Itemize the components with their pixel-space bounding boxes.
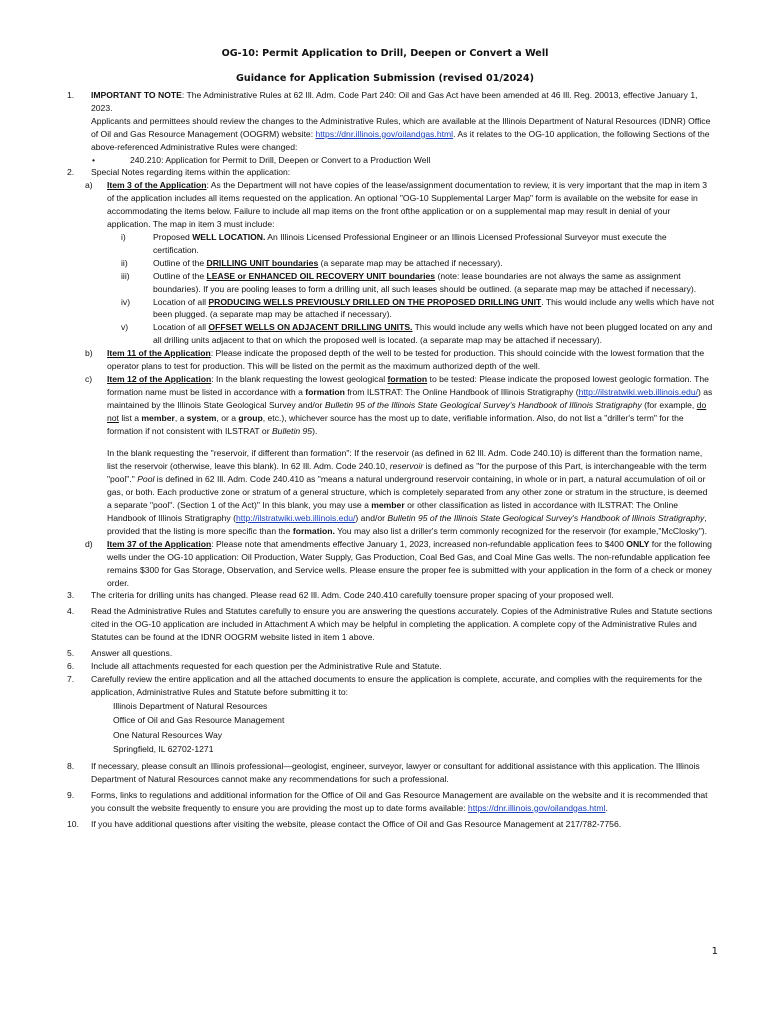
list-item-8: 8. If necessary, please consult an Illinois professional—geologist, engineer, surveyor, lawyer or consultant for additional assistance with this application. The Illinois Department of Natural Resources cannot make any recommendations for such a professional. bbox=[67, 761, 700, 784]
sub-item-c: c) Item 12 of the Application: In the blank requesting the lowest geological formation to be tested: Please indicate the proposed lowest geologic formation. The formation name must be listed in accordance with a formation from ILSTRAT: The Online Handbook of Illinois Stratigraphy (http://ilstratwiki.web.illinois.edu/) as maintained by the Illinois State Geological Survey and/or Bulletin 95 of the Illinois State Geological Survey's Handbook of Illinois Stratigraphy (for example, do not list a member, a system, or a group, etc.), whichever source has the most up to date, verifiable information. Also, do not list a "driller's term" for the formation if not consistent with ILSTRAT or Bulletin 95). bbox=[85, 373, 713, 436]
list-item-1: 1. IMPORTANT TO NOTE: The Administrative Rules at 62 Ill. Adm. Code Part 240: Oil and Gas Act have been amended at 46 Ill. Reg. 20013, effective January 1, 2023. Applicants and permittees should review the changes to the Administrative Rules, which are available at the Illinois Department of Natural Resources (IDNR) Office of Oil and Gas Resource Management (OOGRM) website: https://dnr.illinois.gov/oilandgas.html. As it relates to the OG-10 application, the following Sections of the above-referenced Administrative Rules were changed: bbox=[67, 90, 711, 152]
important-note-label: IMPORTANT TO NOTE bbox=[91, 90, 182, 100]
list-item-3: 3. The criteria for drilling units has changed. Please read 62 Ill. Adm. Code 240.410 carefully toensure proper spacing of your proposed well. bbox=[67, 590, 614, 601]
list-item-2: 2. Special Notes regarding items within the application: bbox=[67, 167, 291, 178]
list-item-6: 6. Include all attachments requested for each question per the Administrative Rule and Statute. bbox=[67, 660, 442, 671]
document-body bbox=[0, 89, 770, 831]
list-item-7: 7. Carefully review the entire application and all the attached documents to ensure the application is complete, accurate, and complies with the requirements for the application, Administrative Rules and Statute before submitting it to: bbox=[67, 673, 702, 697]
mailing-address: Illinois Department of Natural Resources Office of Oil and Gas Resource Management One Natural Resources Way Springfield, IL 62702-1271 bbox=[113, 700, 285, 755]
item-number: 1. bbox=[67, 90, 75, 100]
sub-item-d: d) Item 37 of the Application: Please note that amendments effective January 1, 2023, increased non-refundable application fees to $400 ONLY for the following wells under the OG-10 application: Oil Production, Water Supply, Gas Production, Coal Bed Gas, and Coal Mine Gas wells. The non-refundable application fee remains $300 for Gas Storage, Observation, and Service wells. Please ensure the proper fee is submitted with your application in the form of a check or money order. bbox=[85, 538, 712, 588]
list-item-4: 4. Read the Administrative Rules and Statutes carefully to ensure you are answering the questions accurately. Copies of the Administrative Rules and Statute sections cited in the OG-10 application are included in Attachment A which may be helpful in completing the application. A complete copy of the Administrative Rules and Statutes can be found at the IDNR OOGRM website listed in item 1 above. bbox=[67, 606, 713, 643]
sub-sub-item-ii: ii) Outline of the DRILLING UNIT boundaries (a separate map may be attached if necessary). bbox=[121, 257, 503, 268]
list-item-9: 9. Forms, links to regulations and additional information for the Office of Oil and Gas Resource Management are available on the website and it is recommended that you consult the website frequently to ensure you are providing the most up to date forms available: https://dnr.illinois.gov/oilandgas.html. bbox=[67, 789, 708, 813]
sub-sub-item-v: v) Location of all OFFSET WELLS ON ADJACENT DRILLING UNITS. This would include any wells which have not been plugged located on any and all drilling units adjacent to that on which the proposed well is located. (a separate map may be attached if necessary). bbox=[121, 322, 713, 346]
sub-sub-item-iii: iii) Outline of the LEASE or ENHANCED OIL RECOVERY UNIT boundaries (note: lease boundaries are not always the same as assignment boundaries). If you are pooling leases to form a drilling unit, all such leases should be outlined. (a separate map may be attached if necessary). bbox=[121, 270, 697, 294]
sub-item-b: b) Item 11 of the Application: Please indicate the proposed depth of the well to be tested for production. This should coincide with the lowest formation that the operator plans to test for production. This will be listed on the permit as the maximum authorized depth of the well. bbox=[85, 348, 705, 372]
bullet-mark: • bbox=[92, 154, 96, 165]
document-title: OG-10: Permit Application to Drill, Deepen or Convert a Well bbox=[221, 48, 549, 59]
list-item-5: 5. Answer all questions. bbox=[67, 648, 173, 659]
oilandgas-link-2[interactable]: https://dnr.illinois.gov/oilandgas.html bbox=[467, 802, 606, 813]
sub-item-a: a) Item 3 of the Application: As the Department will not have copies of the lease/assignment documentation to review, it is very important that the map in item 3 of the application includes all items requested on the application. An optional "OG-10 Supplemental Larger Map" form is available on the website for ease in accommodating the items below. Failure to include all map items on the front ofthe application or on a supplemental map may result in denial of your application. The map in item 3 must include: bbox=[85, 180, 708, 230]
reservoir-paragraph: In the blank requesting the "reservoir, if different than formation": If the reservoir (as defined in 62 Ill. Adm. Code 240.10) is different than the formation name, list the reservoir (otherwise, leave this blank). In 62 Ill. Adm. Code 240.10, reservoir is defined as "for the purpose of this Part, is interchangeable with the term "pool"." Pool is defined in 62 Ill. Adm. Code 240.410 as "means a natural underground reservoir containing, in whole or in part, a natural accumulation of oil or gas, or both. Each productive zone or stratum of a general structure, which is completely separated from any other zone or stratum in the structure, is deemed a separate "pool". (Section 1 of the Act)" In this blank, you may use a member or other classification as listed in accordance with ILSTRAT: The Online Handbook of Illinois Stratigraphy (http://ilstratwiki.web.illinois.edu/) and/or Bulletin 95 of the Illinois State Geological Survey's Handbook of Illinois Stratigraphy, provided that the listing is more specific than the formation. You may also list a driller's term commonly recognized for the reservoir (for example,"McClosky"). bbox=[107, 448, 708, 536]
document-subtitle: Guidance for Application Submission (revised 01/2024) bbox=[236, 73, 534, 84]
bullet-item: • 240.210: Application for Permit to Drill, Deepen or Convert to a Production Well bbox=[92, 154, 431, 165]
oilandgas-link[interactable]: https://dnr.illinois.gov/oilandgas.html bbox=[315, 128, 454, 139]
sub-sub-item-i: i) Proposed WELL LOCATION. An Illinois Licensed Professional Engineer or an Illinois Licensed Professional Surveyor must execute the certification. bbox=[121, 231, 667, 255]
list-item-10: 10. If you have additional questions after visiting the website, please contact the Office of Oil and Gas Resource Management at 217/782-7756. bbox=[67, 818, 622, 829]
page-number: 1 bbox=[711, 946, 718, 957]
ilstrat-link[interactable]: http://ilstratwiki.web.illinois.edu/ bbox=[578, 386, 698, 397]
ilstrat-link-2[interactable]: http://ilstratwiki.web.illinois.edu/ bbox=[235, 513, 356, 523]
sub-sub-item-iv: iv) Location of all PRODUCING WELLS PREVIOUSLY DRILLED ON THE PROPOSED DRILLING UNIT. This would include any wells which have not been plugged. (a separate map may be attached if necessary). bbox=[121, 296, 714, 320]
